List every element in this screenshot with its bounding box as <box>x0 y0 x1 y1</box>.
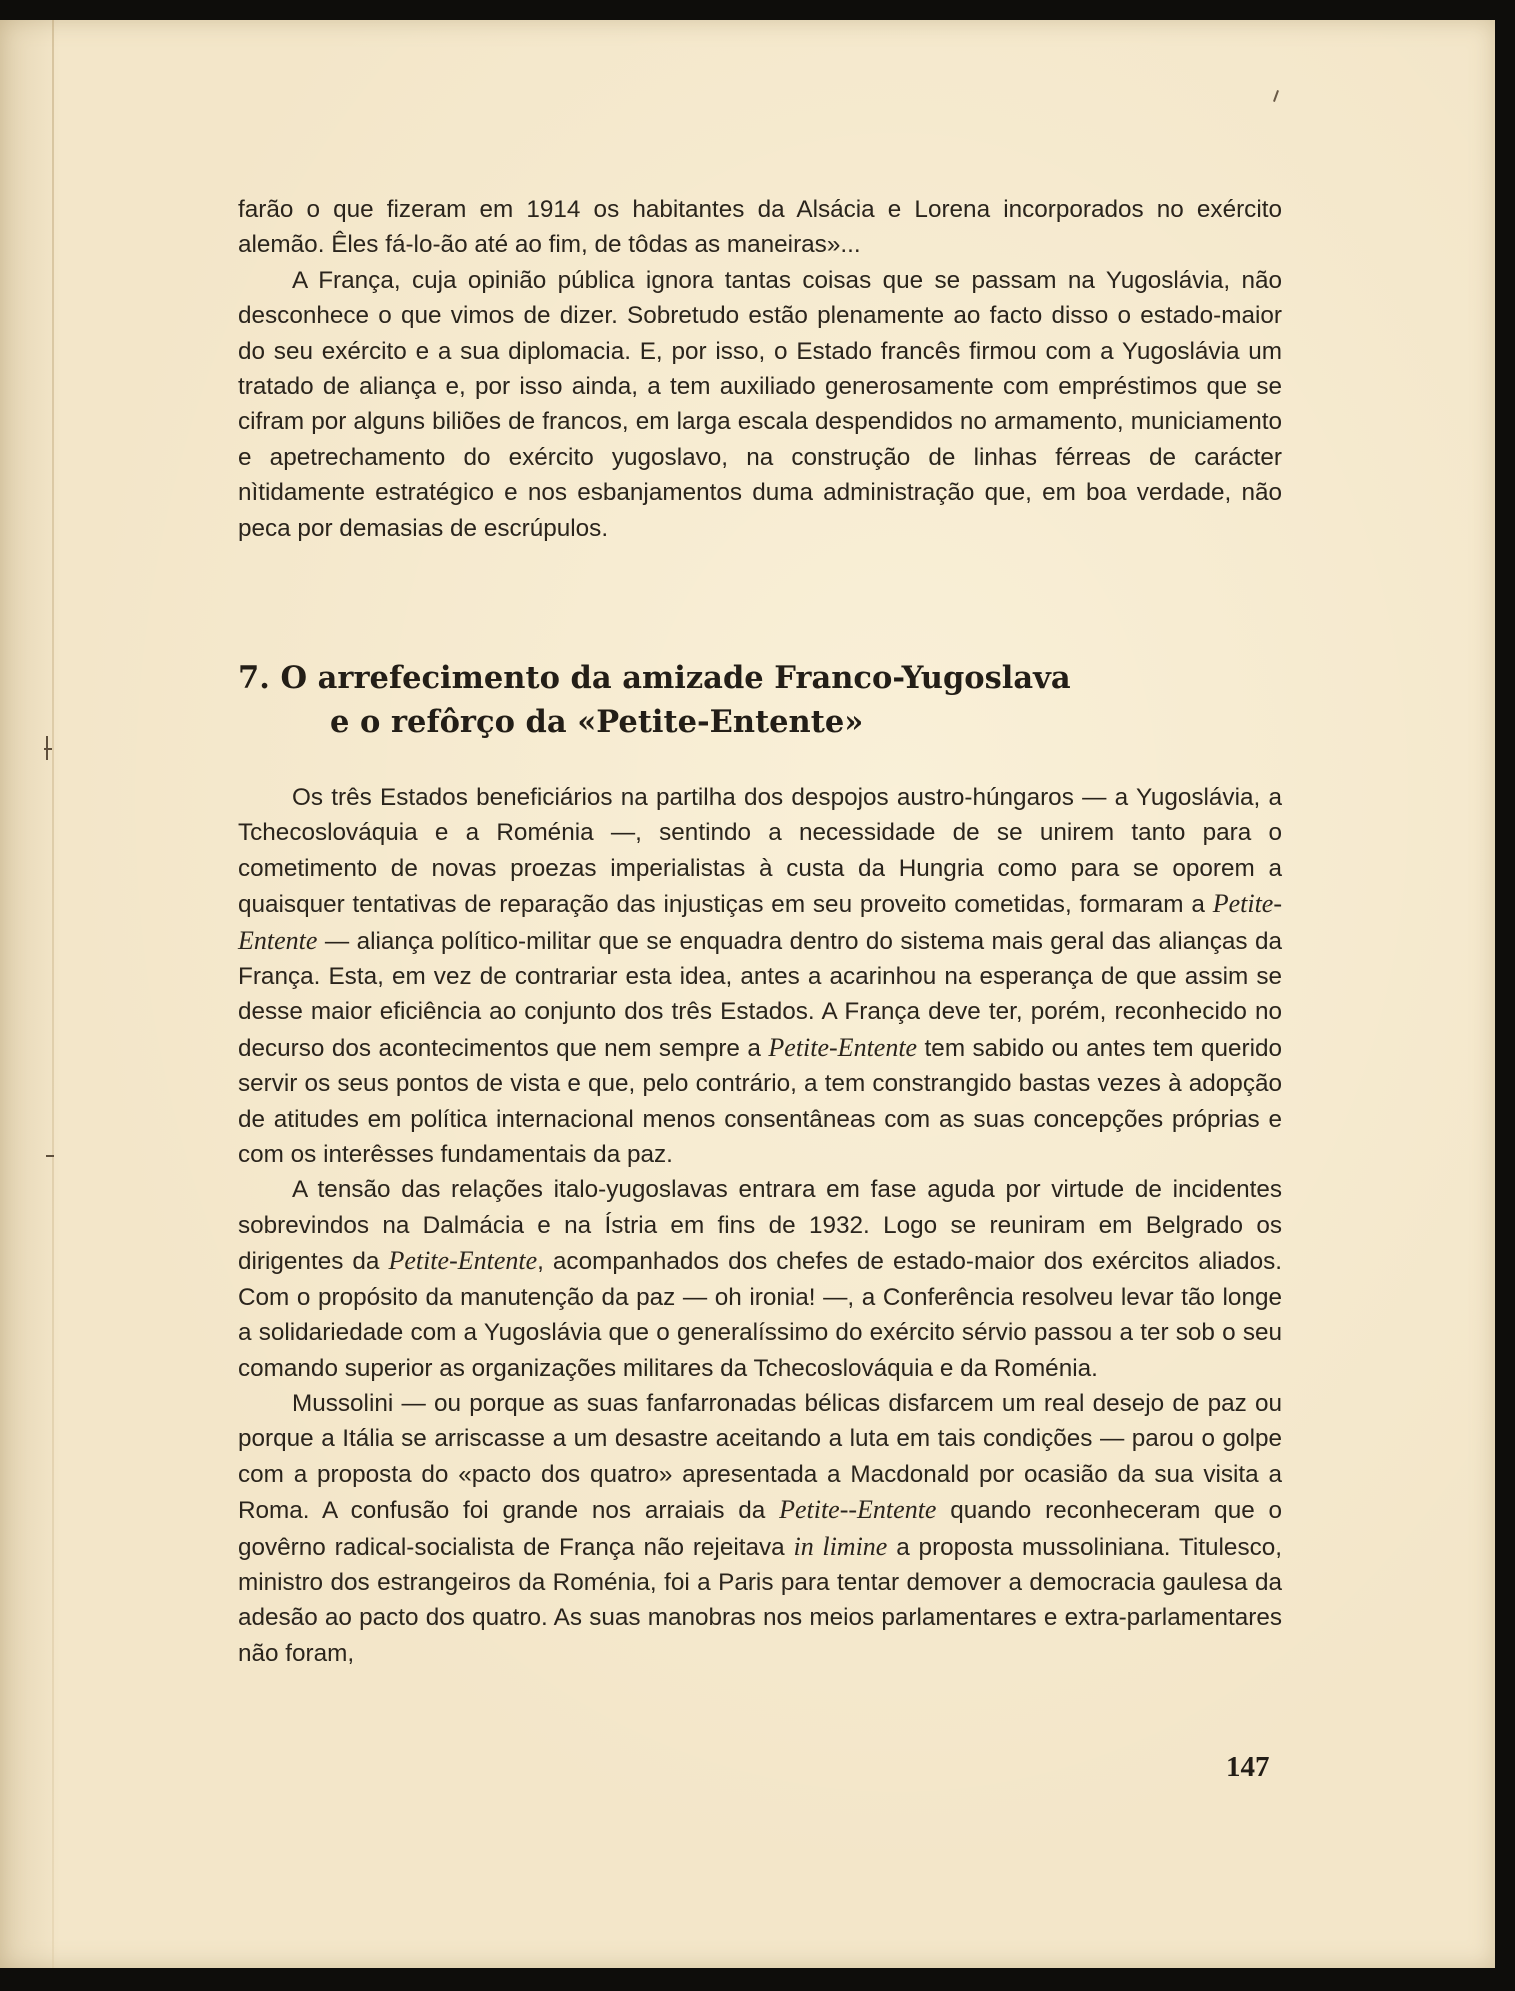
italic-term: Petite-Entente <box>388 1246 538 1276</box>
italic-term: -Entente <box>848 1495 937 1525</box>
section-heading <box>238 656 1238 744</box>
section-heading-line-2: e o refôrço da «Petite-Entente» <box>330 704 864 740</box>
text-run: — aliança político-militar que se enquadra dentro do sistema mais geral das alianças da França. Esta, em vez de contrariar esta idea, antes a acarinhou na esperança de que assim se desse maior eficiência ao conjunto dos três Estados. A França deve ter, porém, reconhecido no decurso dos acontecimentos que nem sempre a <box>238 927 1282 1062</box>
stray-pen-mark <box>1273 90 1279 102</box>
text-run: , acompanhados dos chefes de estado-maior dos exércitos aliados. Com o propósito da manutenção da paz — oh ironia! —, a Conferência resolveu levar tão longe a solidariedade com a Yugoslávia que o generalíssimo do exército sérvio passou a ter sob o seu comando superior as organizações militares da Tchecoslováquia e da Roménia. <box>238 1248 1282 1382</box>
paragraph-italo-yugoslav-tension <box>238 1172 1282 1385</box>
text-run: a proposta mussoliniana. Titulesco, ministro dos estrangeiros da Roménia, foi a Paris para tentar demover a democracia gaulesa da adesão ao pacto dos quatro. As suas manobras nos meios parlamentares e extra-parlamentares não foram, <box>238 1533 1283 1667</box>
italic-term: Petite-Entente <box>238 889 1282 955</box>
page-gutter-line <box>52 20 54 1968</box>
margin-tick-mark <box>46 1155 54 1157</box>
section-heading-line-1: 7. O arrefecimento da amizade Franco-Yugoslava <box>238 660 1071 696</box>
paragraph-mussolini-pact <box>238 1386 1282 1671</box>
text-run: A tensão das relações italo-yugoslavas entrara em fase aguda por virtude de incidentes sobrevindos na Dalmácia e na Ístria em fins de 1932. Logo se reuniram em Belgrado os dirigentes da <box>238 1176 1282 1276</box>
section-body <box>238 780 1282 1671</box>
paragraph-france-alliance: A França, cuja opinião pública ignora tantas coisas que se passam na Yugoslávia, não desconhece o que vimos de dizer. Sobretudo estão plenamente ao facto disso o estado-maior do seu exército e a sua diplomacia. E, por isso, o Estado francês firmou com a Yugoslávia um tratado de aliança e, por isso ainda, a tem auxiliado generosamente com empréstimos que se cifram por alguns biliões de francos, em larga escala despendidos no armamento, municiamento e apetrechamento do exército yugoslavo, na construção de linhas férreas de carácter nìtidamente estratégico e nos esbanjamentos duma administração que, em boa verdade, não peca por demasias de escrúpulos. <box>238 266 1282 542</box>
text-run: quando reconheceram que o govêrno radical-socialista de França não rejeitava <box>238 1497 1283 1561</box>
text-run: Os três Estados beneficiários na partilha dos despojos austro-húngaros — a Yugoslávia, a Tchecoslováquia e a Roménia —, sentindo a necessidade de se unirem tanto para o cometimento de novas proezas imperialistas à custa da Hungria como para se oporem a quaisquer tentativas de reparação das injustiças em seu proveito cometidas, formaram a <box>238 784 1282 919</box>
italic-term: Petite- <box>779 1495 849 1525</box>
continued-text-block <box>238 192 1282 546</box>
page-number: 147 <box>1226 1751 1270 1783</box>
margin-tick-mark <box>44 748 52 750</box>
text-run: Mussolini — ou porque as suas fanfarronadas bélicas disfarcem um real desejo de paz ou porque a Itália se arriscasse a um desastre aceitando a luta em tais condições — parou o golpe com a proposta do «pacto dos quatro» apresentada a Macdonald por ocasião da sua visita a Roma. A confusão foi grande nos arraiais da <box>238 1389 1282 1525</box>
text-run: tem sabido ou antes tem querido servir os seus pontos de vista e que, pelo contrário, a tem constrangido bastas vezes à adopção de atitudes em política internacional menos consentâneas com as suas concepções próprias e com os interêsses fundamentais da paz. <box>238 1034 1283 1169</box>
paragraph-continuation: farão o que fizeram em 1914 os habitantes da Alsácia e Lorena incorporados no exército alemão. Êles fá-lo-ão até ao fim, de tôdas as maneiras»... <box>238 196 1282 259</box>
italic-term: Petite-Entente <box>768 1032 918 1062</box>
italic-term: in limine <box>793 1531 888 1561</box>
paragraph-petite-entente-formation <box>238 780 1282 1172</box>
